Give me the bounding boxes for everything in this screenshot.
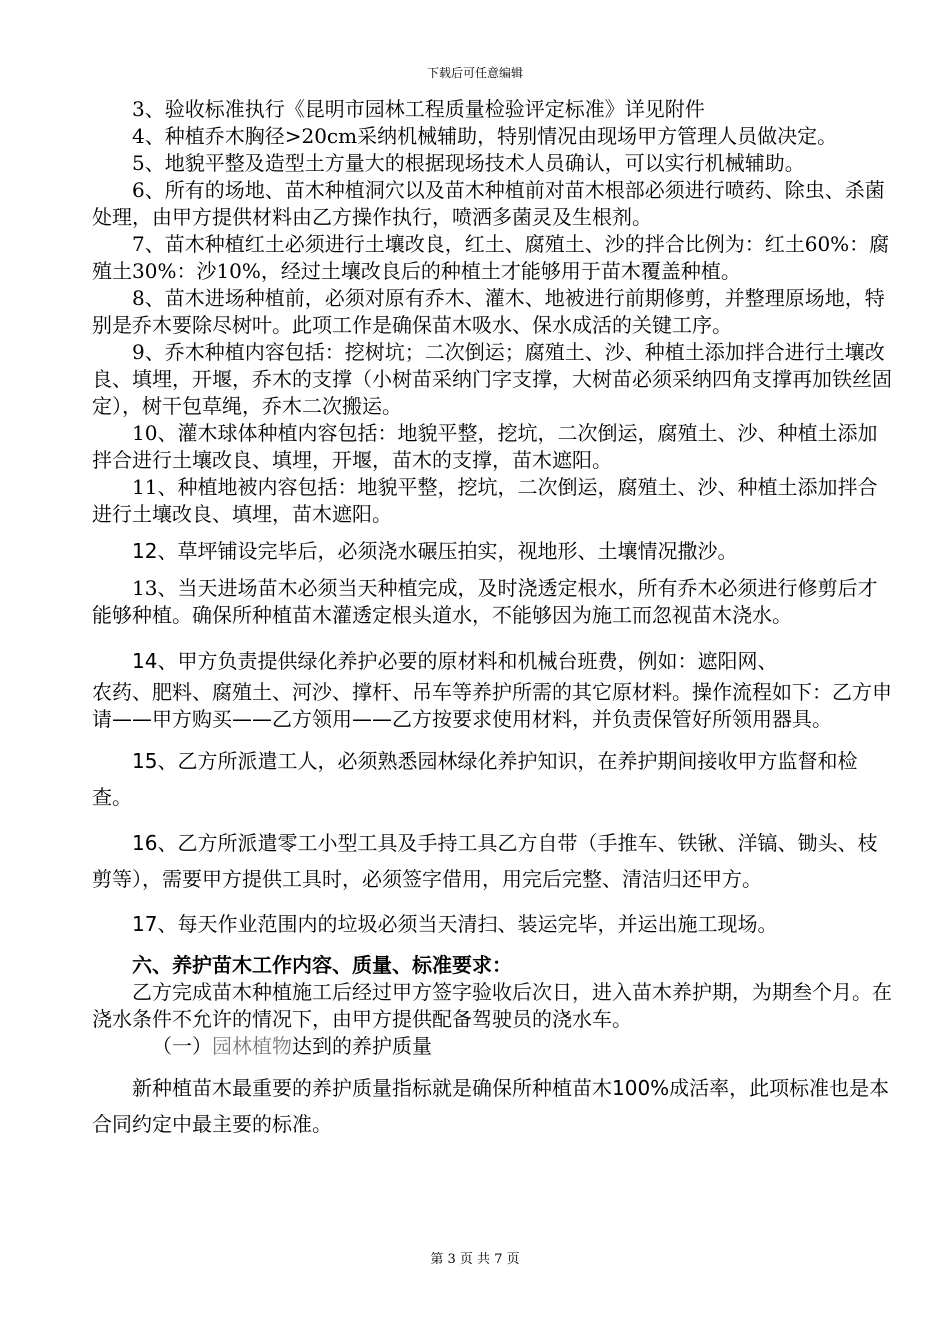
page-footer: 第 3 页 共 7 页 (430, 1252, 520, 1267)
item-13: 13、当天进场苗木必须当天种植完成，及时浇透定根水，所有乔木必须进行修剪后才能够种植。确保所种植苗木灌透定根头道水，不能够因为施工而忽视苗木浇水。 (92, 576, 878, 627)
item-14: 14、甲方负责提供绿化养护必要的原材料和机械台班费，例如：遮阳网、 (132, 649, 778, 673)
item-9: 9、乔木种植内容包括：挖树坑；二次倒运；腐殖土、沙、种植土添加拌合进行土壤改良、填埋，开堰，乔木的支撑（小树苗采纳门字支撑，大树苗必须采纳四角支撑再加铁丝固定），树干包草绳，乔木二次搬运。 (92, 340, 892, 418)
item-11: 11、种植地被内容包括：地貌平整，挖坑，二次倒运，腐殖土、沙、种植土添加拌合进行土壤改良、填埋，苗木遮阳。 (92, 475, 878, 526)
subsection-heading (92, 1033, 892, 1060)
subsection-prefix: （一） (152, 1034, 212, 1058)
document-body (92, 96, 892, 1142)
subsection-suffix: 达到的养护质量 (292, 1034, 432, 1058)
item-14-continued: 农药、肥料、腐殖土、河沙、撑杆、吊车等养护所需的其它原材料。操作流程如下：乙方申请——甲方购买——乙方领用——乙方按要求使用材料，并负责保管好所领用器具。 (92, 680, 892, 731)
item-17: 17、每天作业范围内的垃圾必须当天清扫、装运完毕，并运出施工现场。 (132, 912, 778, 936)
section-paragraph: 乙方完成苗木种植施工后经过甲方签字验收后次日，进入苗木养护期，为期叁个月。在浇水条件不允许的情况下，由甲方提供配备驾驶员的浇水车。 (92, 980, 892, 1031)
item-10: 10、灌木球体种植内容包括：地貌平整，挖坑，二次倒运，腐殖土、沙、种植土添加拌合进行土壤改良、填埋，开堰，苗木的支撑，苗木遮阳。 (92, 421, 878, 472)
item-4: 4、种植乔木胸径>20cm采纳机械辅助，特别情况由现场甲方管理人员做决定。 (132, 124, 838, 148)
item-12: 12、草坪铺设完毕后，必须浇水碾压拍实，视地形、土壤情况撒沙。 (132, 539, 738, 563)
section-heading: 六、养护苗木工作内容、质量、标准要求： (132, 953, 512, 977)
item-8: 8、苗木进场种植前，必须对原有乔木、灌木、地被进行前期修剪，并整理原场地，特别是乔木要除尽树叶。此项工作是确保苗木吸水、保水成活的关键工序。 (92, 286, 885, 337)
page-header: 下载后可任意编辑 (426, 66, 523, 80)
item-7: 7、苗木种植红土必须进行土壤改良，红土、腐殖土、沙的拌合比例为：红土60%：腐殖土30%：沙10%，经过土壤改良后的种植土才能够用于苗木覆盖种植。 (92, 232, 890, 283)
subsection-highlight: 园林植物 (212, 1034, 292, 1058)
quality-standard-paragraph: 新种植苗木最重要的养护质量指标就是确保所种植苗木100%成活率，此项标准也是本合同约定中最主要的标准。 (92, 1076, 890, 1136)
item-6: 6、所有的场地、苗木种植洞穴以及苗木种植前对苗木根部必须进行喷药、除虫、杀菌处理，由甲方提供材料由乙方操作执行，喷洒多菌灵及生根剂。 (92, 178, 885, 229)
item-3: 3、验收标准执行《昆明市园林工程质量检验评定标准》详见附件 (132, 97, 705, 121)
item-5: 5、地貌平整及造型土方量大的根据现场技术人员确认，可以实行机械辅助。 (132, 151, 805, 175)
item-16: 16、乙方所派遣零工小型工具及手持工具乙方自带（手推车、铁锹、洋镐、锄头、枝剪等），需要甲方提供工具时，必须签字借用，用完后完整、清洁归还甲方。 (92, 831, 878, 891)
item-15: 15、乙方所派遣工人，必须熟悉园林绿化养护知识，在养护期间接收甲方监督和检查。 (92, 749, 858, 809)
